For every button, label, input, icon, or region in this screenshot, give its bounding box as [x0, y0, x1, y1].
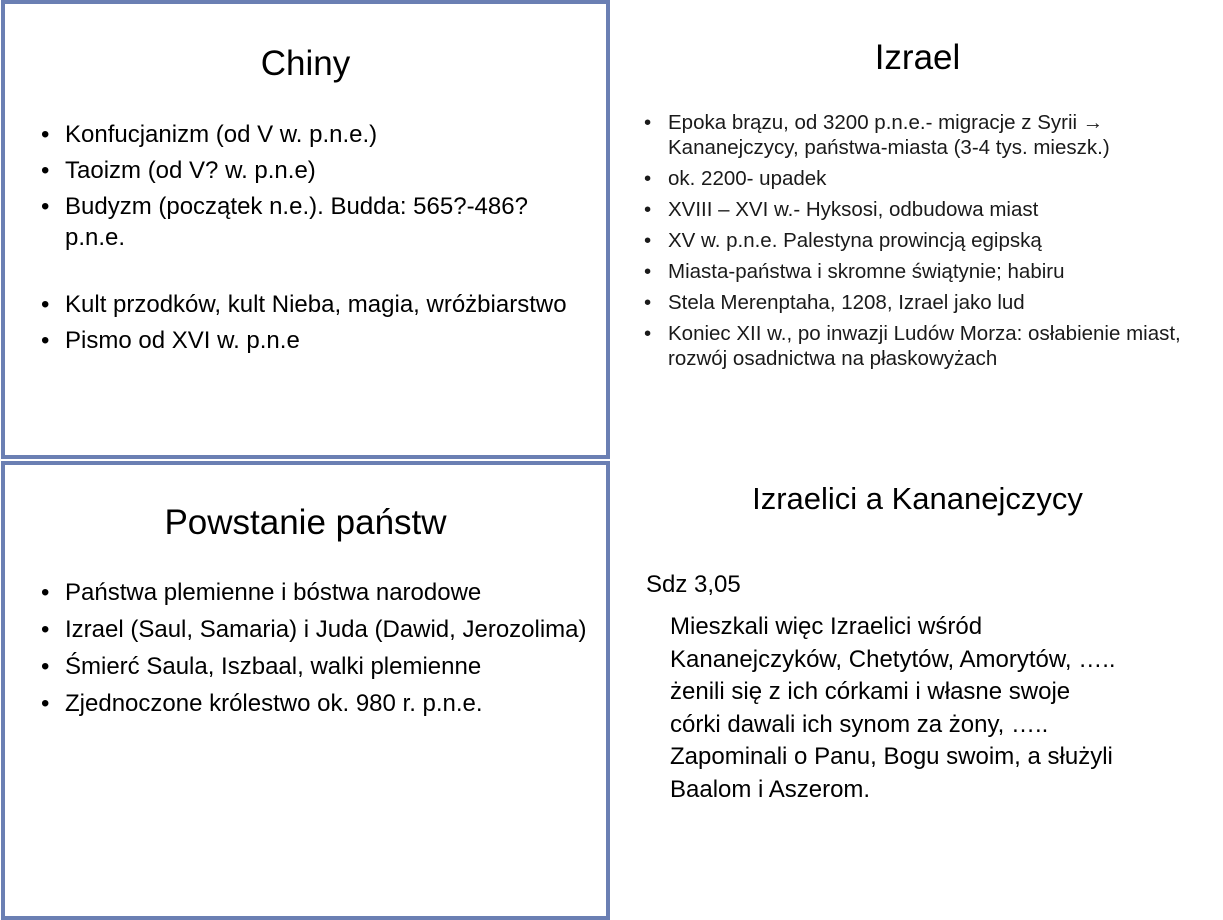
quote-line: żenili się z ich córkami i własne swoje: [670, 678, 1071, 705]
list-item: [644, 228, 1204, 253]
quote-line: Baalom i Aszerom.: [670, 775, 871, 803]
list-item-text: Izrael (Saul, Samaria) i Juda (Dawid, Jerozolima): [65, 616, 587, 643]
list-item-text: Stela Merenptaha, 1208, Izrael jako lud: [668, 291, 1025, 314]
list-item-text: ok. 2200- upadek: [668, 167, 827, 190]
list-item: [41, 577, 596, 608]
bullet-icon: •: [644, 167, 652, 190]
list-item-text: Budyzm (początek n.e.). Budda: 565?-486? p.n.e.: [65, 193, 528, 251]
list-item: [41, 325, 581, 356]
list-item-text: Pismo od XVI w. p.n.e: [65, 327, 300, 354]
list-item-text: Epoka brązu, od 3200 p.n.e.- migracje z Syrii → Kananejczycy, państwa-miasta (3-4 tys. mieszk.): [668, 111, 1110, 159]
bullet-list: [41, 119, 581, 361]
bullet-icon: •: [644, 322, 652, 345]
slide-title: Powstanie państw: [164, 503, 447, 542]
bullet-icon: •: [644, 111, 652, 134]
list-item: [41, 289, 581, 320]
slide-izraelici-kananejczycy: [612, 461, 1223, 920]
list-item: [41, 155, 581, 186]
bullet-icon: •: [644, 198, 652, 221]
list-item-text: Państwa plemienne i bóstwa narodowe: [65, 579, 482, 606]
list-item-text: XVIII – XVI w.- Hyksosi, odbudowa miast: [668, 198, 1039, 221]
bullet-list: [41, 577, 596, 725]
bible-quote: [670, 611, 1210, 806]
list-item-text: Śmierć Saula, Iszbaal, walki plemienne: [65, 653, 482, 680]
list-item: [644, 197, 1204, 222]
slide-izrael: [612, 0, 1223, 459]
bullet-list: [644, 110, 1204, 377]
bible-reference: Sdz 3,05: [646, 571, 741, 598]
bullet-icon: •: [41, 579, 50, 606]
bullet-icon: •: [41, 327, 50, 354]
bullet-icon: •: [41, 653, 50, 680]
bullet-icon: •: [644, 291, 652, 314]
bullet-icon: •: [41, 193, 50, 220]
list-item-text: Zjednoczone królestwo ok. 980 r. p.n.e.: [65, 690, 483, 717]
list-item-text: Kult przodków, kult Nieba, magia, wróżbiarstwo: [65, 291, 567, 318]
list-item: [41, 119, 581, 150]
slide-title: Izraelici a Kananejczycy: [752, 481, 1083, 516]
slide-title: Izrael: [874, 38, 961, 77]
list-item: [41, 688, 596, 719]
list-item: [644, 166, 1204, 191]
bullet-icon: •: [41, 291, 50, 318]
bullet-icon: •: [644, 229, 652, 252]
quote-line: córki dawali ich synom za żony, …..: [670, 710, 1049, 738]
list-item-text: Koniec XII w., po inwazji Ludów Morza: osłabienie miast, rozwój osadnictwa na płaskowyżach: [668, 322, 1181, 370]
list-item-text: XV w. p.n.e. Palestyna prowincją egipską: [668, 229, 1042, 252]
slide-powstanie-panstw: [1, 461, 610, 920]
quote-line: Mieszkali więc Izraelici wśród: [670, 613, 983, 640]
list-item-text: Konfucjanizm (od V w. p.n.e.): [65, 121, 378, 148]
quote-line: Zapominali o Panu, Bogu swoim, a służyli: [670, 743, 1113, 770]
list-item: [644, 259, 1204, 284]
bullet-icon: •: [644, 260, 652, 283]
bullet-icon: •: [41, 121, 50, 148]
bullet-icon: •: [41, 157, 50, 184]
slide-chiny: [1, 0, 610, 459]
list-item: [644, 290, 1204, 315]
list-item: [41, 651, 596, 682]
quote-line: Kananejczyków, Chetytów, Amorytów, …..: [670, 645, 1116, 673]
list-item: [41, 191, 581, 253]
list-item: [644, 321, 1204, 371]
list-item: [41, 614, 596, 645]
list-item-text: Miasta-państwa i skromne świątynie; habiru: [668, 260, 1065, 283]
list-item-text: Taoizm (od V? w. p.n.e): [65, 157, 316, 184]
slide-title: Chiny: [260, 44, 351, 83]
bullet-icon: •: [41, 690, 50, 717]
bullet-icon: •: [41, 616, 50, 643]
list-item: [644, 110, 1204, 160]
